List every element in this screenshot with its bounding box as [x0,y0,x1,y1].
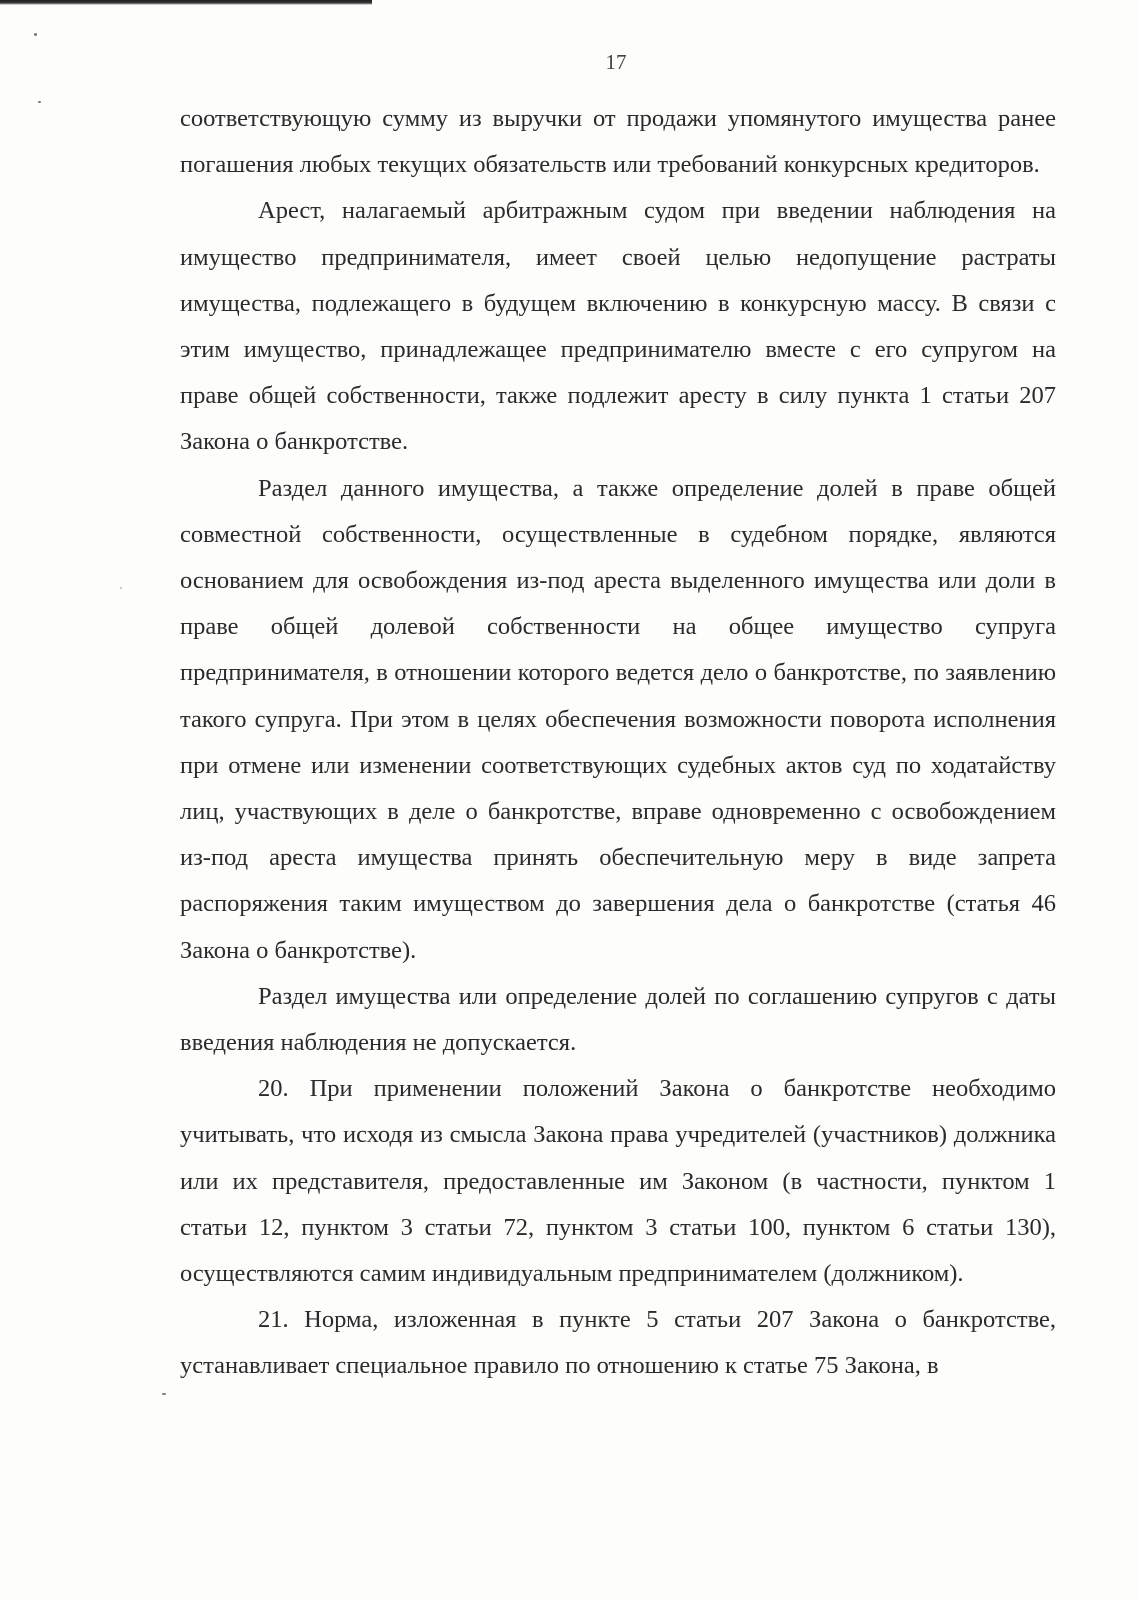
paragraph-item-21: 21. Норма, изложенная в пункте 5 статьи 207 Закона о банкротстве, устанавливает специальное правило по отношению к статье 75 Закона, в [180,1306,1056,1380]
scan-speck [162,1393,166,1395]
paragraph-agreement: Раздел имущества или определение долей по соглашению супругов с даты введения наблюдения не допускается. [180,982,1056,1057]
page-number: 17 [605,50,627,74]
scan-speck [120,587,122,589]
body-text [180,96,1056,1390]
scan-edge-shadow [0,0,372,5]
paragraph-division: Раздел данного имущества, а также определение долей в праве общей совместной собственности, осуществленные в судебном порядке, являются основанием для освобождения из-под ареста выделенного имущества или доли в праве общей долевой собственности на общее имущество супруга предпринимателя, в отношении которого ведется дело о банкротстве, по заявлению такого супруга. При этом в целях обеспечения возможности поворота исполнения при отмене или изменении соответствующих судебных актов суд по ходатайству лиц, участвующих в деле о банкротстве, вправе одновременно с освобождением из-под ареста имущества принять обеспечительную меру в виде запрета распоряжения таким имуществом до завершения дела о банкротстве (статья 46 Закона о банкротстве). [180,474,1056,964]
scan-speck [38,101,41,103]
paragraph-continuation: соответствующую сумму из выручки от продажи упомянутого имущества ранее погашения любых текущих обязательств или требований конкурсных кредиторов. [180,105,1056,179]
paragraph-arrest: Арест, налагаемый арбитражным судом при введении наблюдения на имущество предпринимателя, имеет своей целью недопущение растраты имущества, подлежащего в будущем включению в конкурсную массу. В связи с этим имущество, принадлежащее предпринимателю вместе с его супругом на праве общей собственности, также подлежит аресту в силу пункта 1 статьи 207 Закона о банкротстве. [180,197,1056,456]
scan-speck [34,33,37,36]
paragraph-item-20: 20. При применении положений Закона о банкротстве необходимо учитывать, что исходя из смысла Закона права учредителей (участников) должника или их представителя, предоставленные им Законом (в частности, пунктом 1 статьи 12, пунктом 3 статьи 72, пунктом 3 статьи 100, пунктом 6 статьи 130), осуществляются самим индивидуальным предпринимателем (должником). [180,1075,1056,1288]
